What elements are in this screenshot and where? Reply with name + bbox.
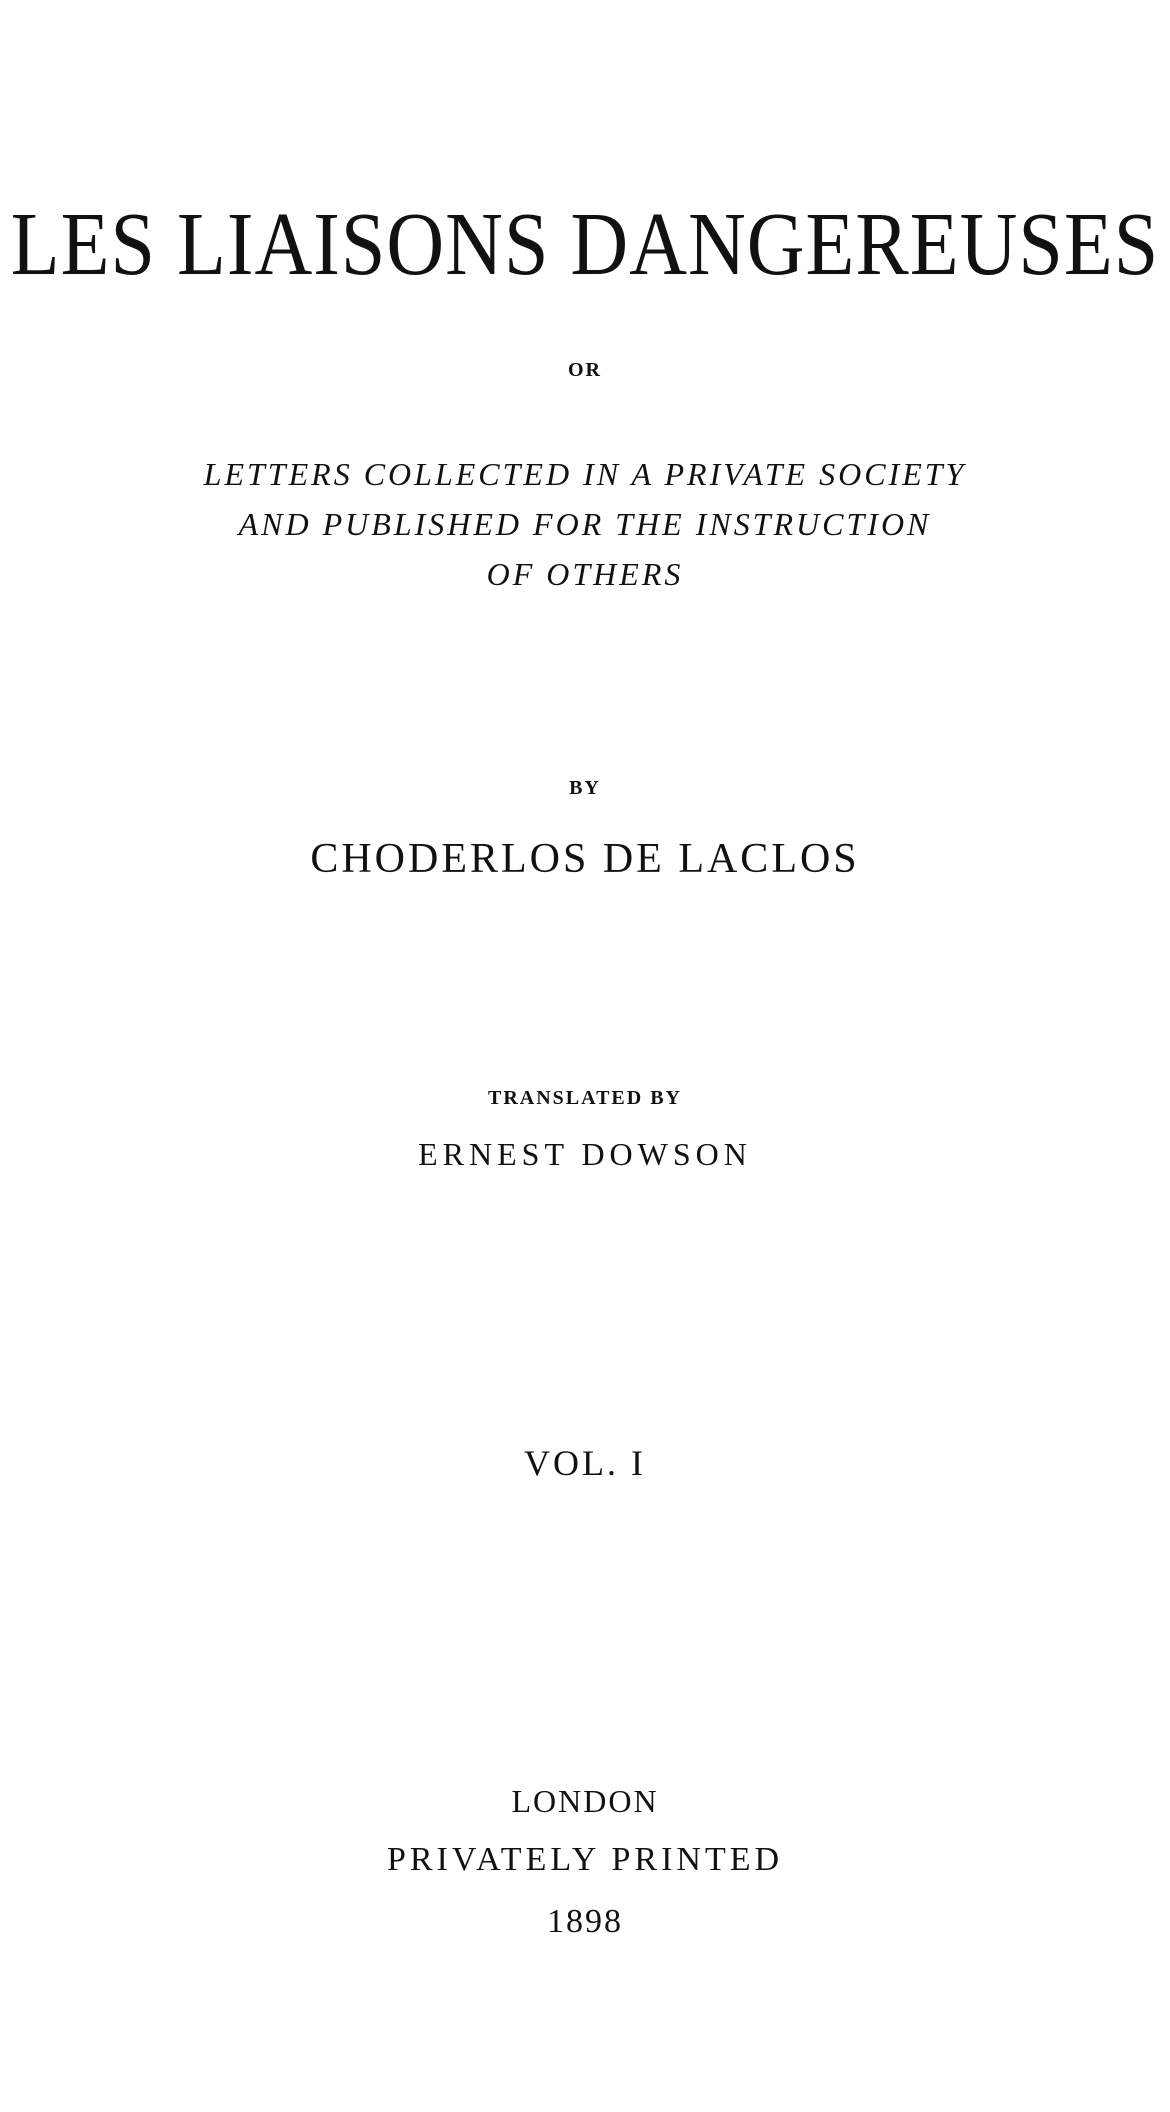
translated-by-label: TRANSLATED BY [488, 1087, 682, 1109]
subtitle-line-2: AND PUBLISHED FOR THE INSTRUCTION [238, 506, 932, 542]
author-name: CHODERLOS DE LACLOS [310, 836, 860, 882]
translator-name: ERNEST DOWSON [418, 1136, 752, 1172]
subtitle-line-1: LETTERS COLLECTED IN A PRIVATE SOCIETY [203, 456, 967, 492]
or-label: OR [568, 359, 602, 381]
volume-label: VOL. I [524, 1443, 646, 1483]
by-label: BY [569, 777, 601, 799]
subtitle-line-3: OF OTHERS [486, 556, 684, 592]
book-title: LES LIAISONS DANGEREUSES [10, 195, 1160, 295]
publication-place: LONDON [511, 1783, 659, 1819]
publication-year: 1898 [547, 1903, 623, 1940]
publisher-line: PRIVATELY PRINTED [386, 1841, 784, 1878]
